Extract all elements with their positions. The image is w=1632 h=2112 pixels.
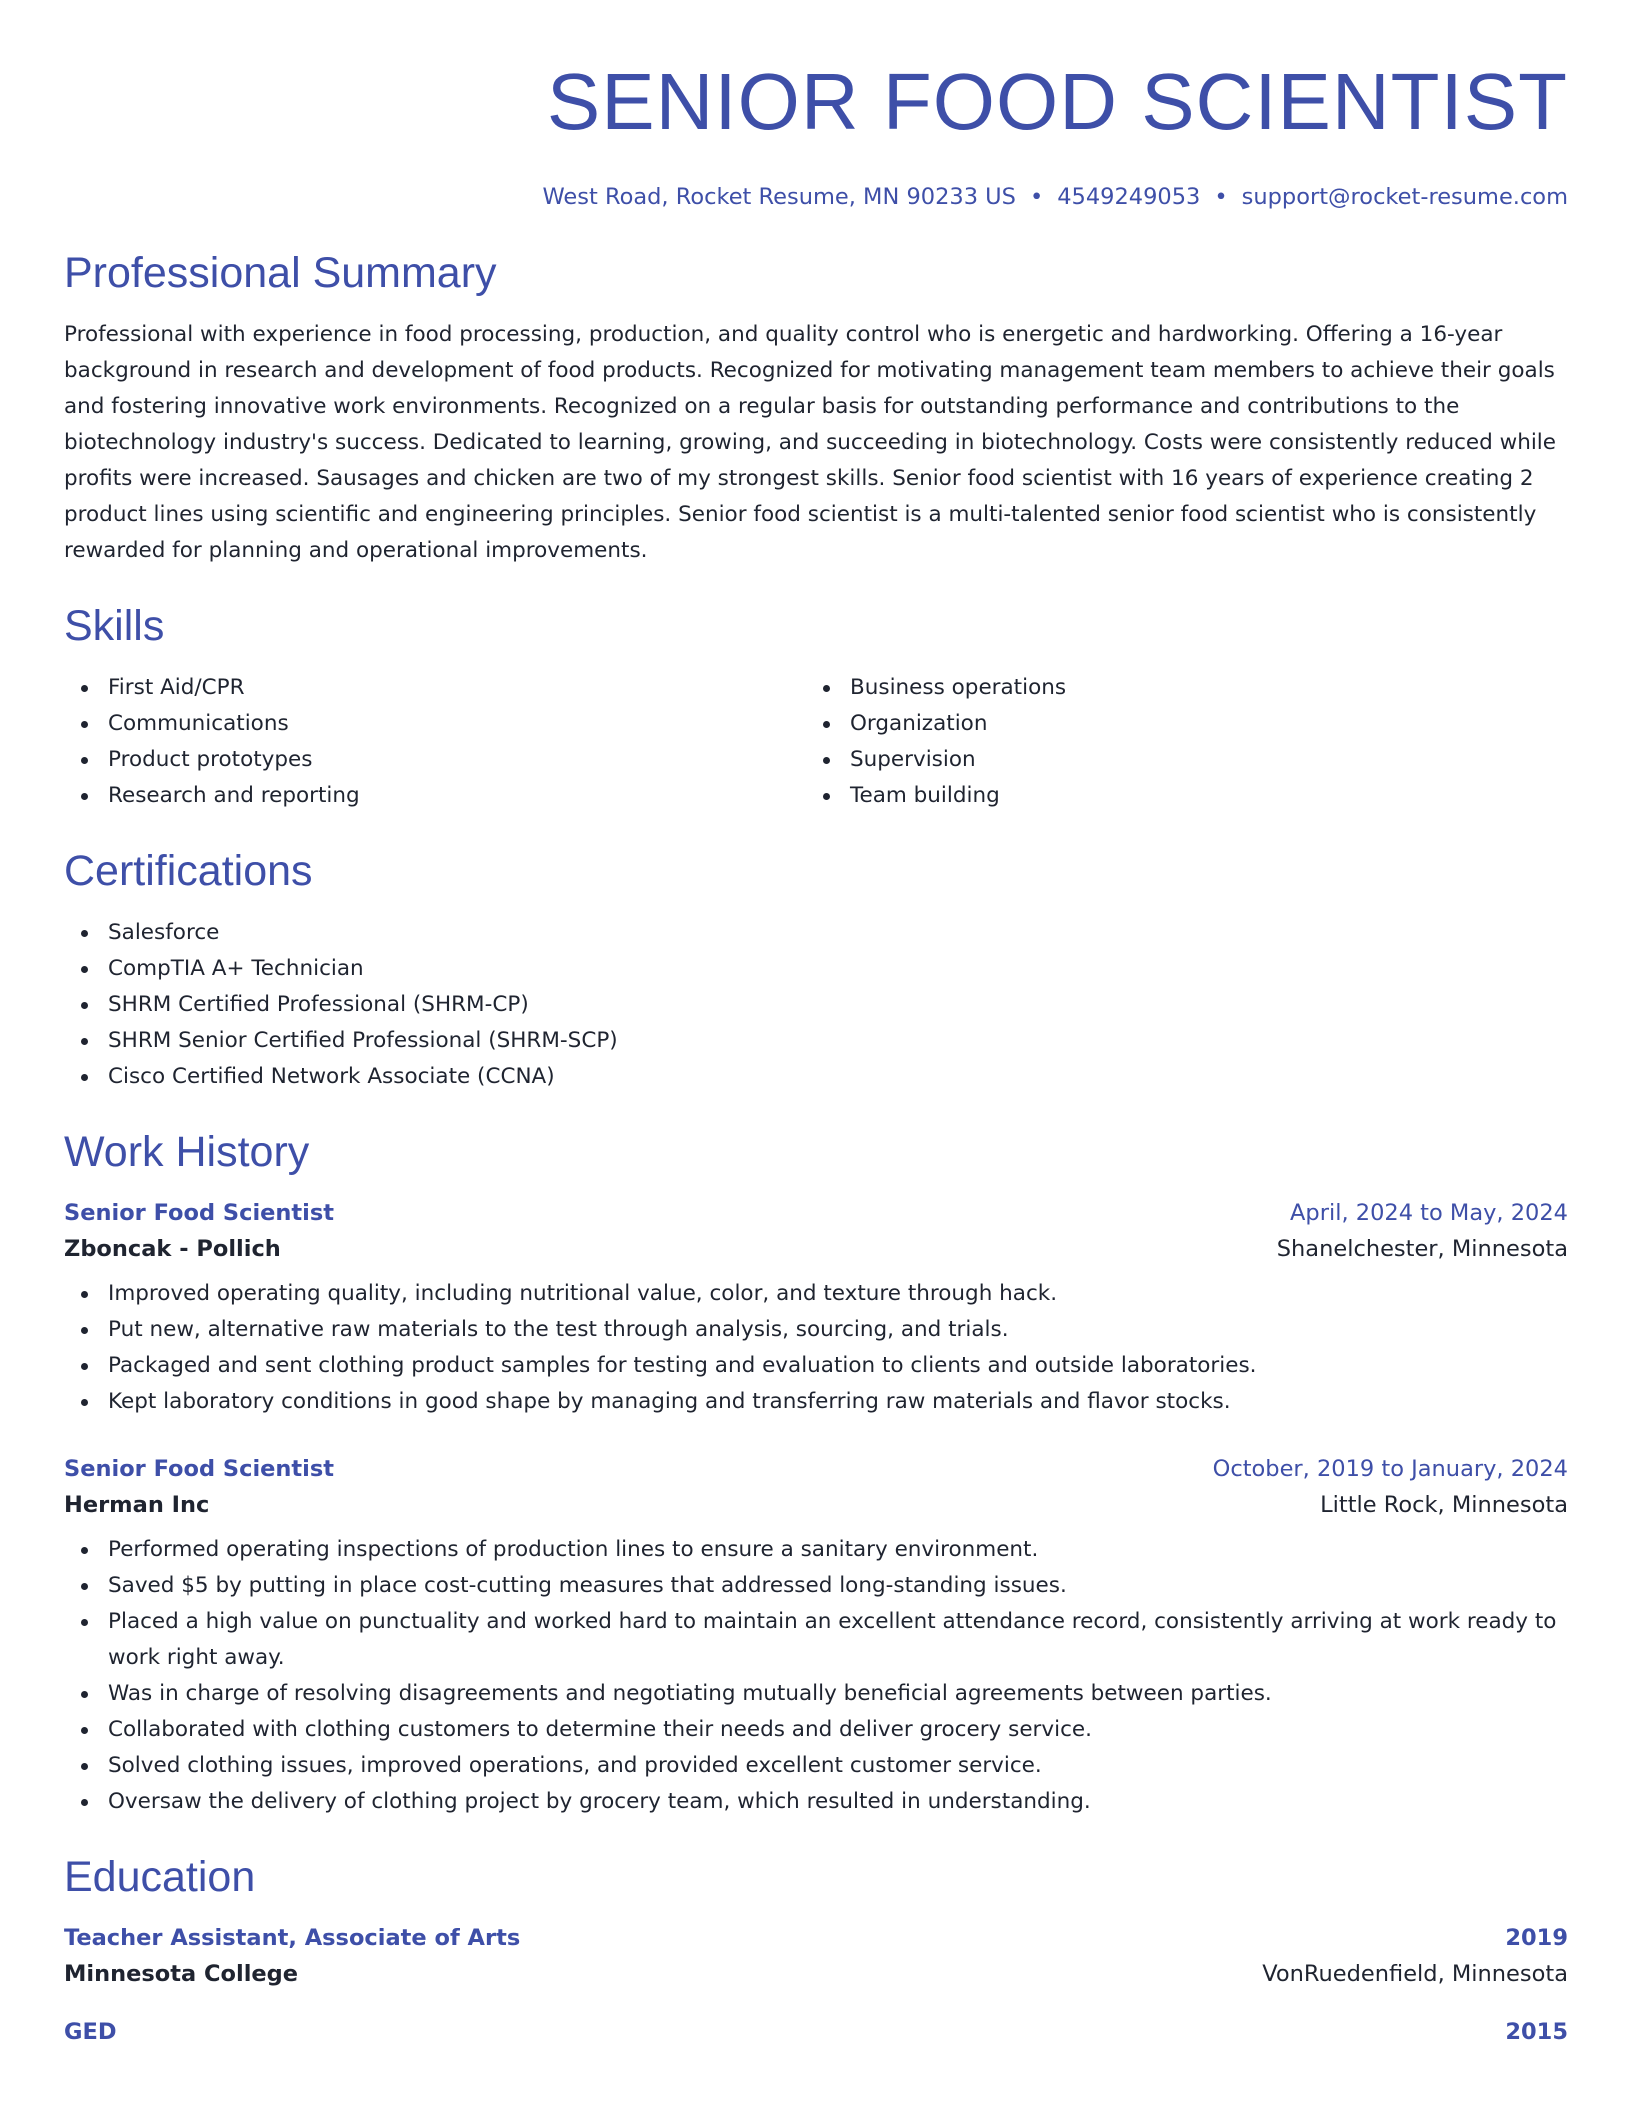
- job-entry: [64, 1200, 1568, 1420]
- education-entry: [64, 2019, 1568, 2045]
- education-school: Minnesota College: [64, 1961, 299, 1987]
- skills-heading: Skills: [64, 602, 165, 650]
- skill-item: Communications: [64, 706, 806, 742]
- job-bullet: Kept laboratory conditions in good shape by managing and transferring raw materials and flavor stocks.: [64, 1384, 1568, 1420]
- job-bullet: Was in charge of resolving disagreements and negotiating mutually beneficial agreements between parties.: [64, 1676, 1568, 1712]
- contact-address: West Road, Rocket Resume, MN 90233 US: [542, 184, 1016, 210]
- job-entry: [64, 1456, 1568, 1820]
- certifications-heading: Certifications: [64, 847, 313, 895]
- contact-line: [64, 184, 1568, 210]
- education-degree: GED: [64, 2019, 117, 2045]
- education-subheader: [64, 1961, 1568, 1987]
- job-bullet: Saved $5 by putting in place cost-cutting measures that addressed long-standing issues.: [64, 1568, 1568, 1604]
- certification-item: Salesforce: [64, 915, 1568, 951]
- certification-item: CompTIA A+ Technician: [64, 951, 1568, 987]
- education-header: [64, 1925, 1568, 1951]
- contact-email[interactable]: support@rocket-resume.com: [1241, 184, 1568, 210]
- education-header: [64, 2019, 1568, 2045]
- resume-title: SENIOR FOOD SCIENTIST: [546, 57, 1568, 146]
- contact-separator: •: [1214, 184, 1228, 210]
- education-heading: Education: [64, 1853, 256, 1901]
- job-bullet: Collaborated with clothing customers to determine their needs and deliver grocery service.: [64, 1712, 1568, 1748]
- job-location: Shanelchester, Minnesota: [1276, 1236, 1568, 1262]
- job-bullets: [64, 1532, 1568, 1820]
- summary-text: Professional with experience in food processing, production, and quality control who is energetic and hardworking. Offering a 16-year background in research and development of food products. Recognized for motivating management team members to achieve their goals and fostering innovative work environments. Recognized on a regular basis for outstanding performance and contributions to the biotechnology industry's success. Dedicated to learning, growing, and succeeding in biotechnology. Costs were consistently reduced while profits were increased. Sausages and chicken are two of my strongest skills. Senior food scientist with 16 years of experience creating 2 product lines using scientific and engineering principles. Senior food scientist is a multi-talented senior food scientist who is consistently rewarded for planning and operational improvements.: [64, 322, 1556, 563]
- education-degree: Teacher Assistant, Associate of Arts: [64, 1925, 521, 1951]
- certification-item: SHRM Certified Professional (SHRM-CP): [64, 987, 1568, 1023]
- skills-column-left: [64, 670, 806, 814]
- skill-item: Business operations: [806, 670, 1548, 706]
- certification-item: SHRM Senior Certified Professional (SHRM-SCP): [64, 1023, 1568, 1059]
- certifications-list: [64, 915, 1568, 1095]
- education-entry: [64, 1925, 1568, 1987]
- contact-phone: 4549249053: [1057, 184, 1201, 210]
- job-header: [64, 1456, 1568, 1482]
- job-title: Senior Food Scientist: [64, 1200, 335, 1226]
- job-dates: October, 2019 to January, 2024: [1212, 1456, 1568, 1482]
- job-header: [64, 1200, 1568, 1226]
- job-bullets: [64, 1276, 1568, 1420]
- job-bullet: Oversaw the delivery of clothing project by grocery team, which resulted in understanding.: [64, 1784, 1568, 1820]
- job-bullet: Placed a high value on punctuality and worked hard to maintain an excellent attendance record, consistently arriving at work ready to work right away.: [64, 1604, 1568, 1676]
- job-bullet: Improved operating quality, including nutritional value, color, and texture through hack.: [64, 1276, 1568, 1312]
- summary-heading: Professional Summary: [64, 249, 497, 297]
- job-company: Herman Inc: [64, 1492, 210, 1518]
- job-bullet: Packaged and sent clothing product samples for testing and evaluation to clients and outside laboratories.: [64, 1348, 1568, 1384]
- job-location: Little Rock, Minnesota: [1320, 1492, 1568, 1518]
- contact-separator: •: [1029, 184, 1044, 210]
- skill-item: Organization: [806, 706, 1548, 742]
- skills-column-right: [806, 670, 1548, 814]
- job-bullet: Solved clothing issues, improved operations, and provided excellent customer service.: [64, 1748, 1568, 1784]
- skill-item: First Aid/CPR: [64, 670, 806, 706]
- education-year: 2015: [1505, 2019, 1568, 2045]
- job-bullet: Put new, alternative raw materials to the test through analysis, sourcing, and trials.: [64, 1312, 1568, 1348]
- job-company: Zboncak - Pollich: [64, 1236, 281, 1262]
- skill-item: Supervision: [806, 742, 1548, 778]
- skill-item: Research and reporting: [64, 778, 806, 814]
- education-year: 2019: [1505, 1925, 1568, 1951]
- job-dates: April, 2024 to May, 2024: [1290, 1200, 1568, 1226]
- certification-item: Cisco Certified Network Associate (CCNA): [64, 1059, 1568, 1095]
- job-subheader: [64, 1236, 1568, 1262]
- job-subheader: [64, 1492, 1568, 1518]
- job-title: Senior Food Scientist: [64, 1456, 335, 1482]
- skill-item: Team building: [806, 778, 1548, 814]
- skill-item: Product prototypes: [64, 742, 806, 778]
- work-history-heading: Work History: [64, 1128, 310, 1176]
- skills-list: [64, 670, 1568, 814]
- job-bullet: Performed operating inspections of production lines to ensure a sanitary environment.: [64, 1532, 1568, 1568]
- education-location: VonRuedenfield, Minnesota: [1262, 1961, 1568, 1987]
